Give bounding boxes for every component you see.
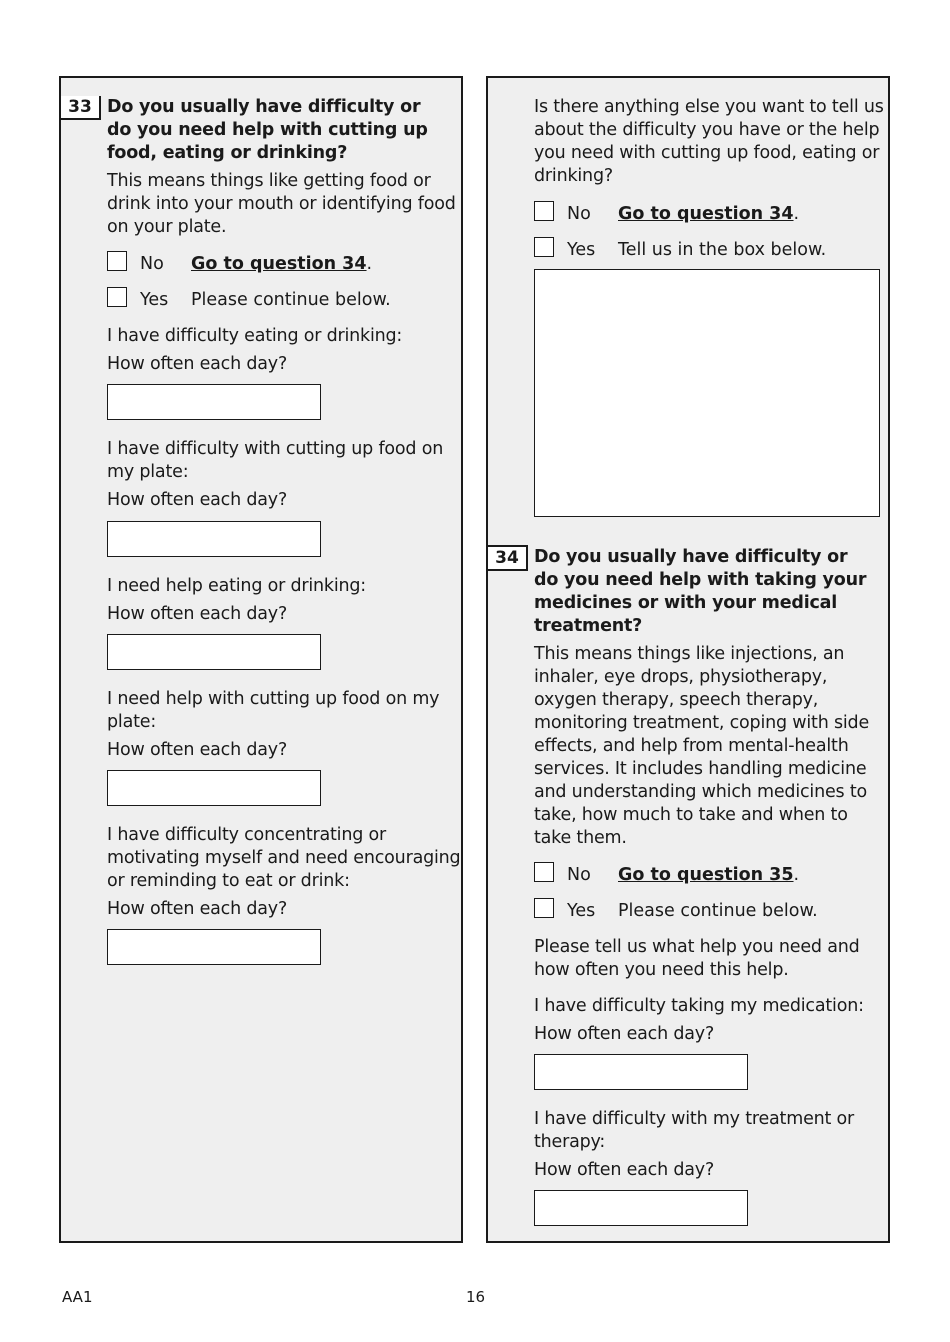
frequency-field[interactable] — [107, 521, 321, 557]
yes-note: Please continue below. — [191, 290, 391, 310]
extra-info-question: Is there anything else you want to tell us about the difficulty you have or the help you need with cutting up food, eating or drinking? — [534, 97, 884, 186]
question-34-panel — [486, 76, 890, 1243]
frequency-field[interactable] — [107, 770, 321, 806]
question-33-panel — [59, 76, 463, 1243]
go-to-question-link[interactable]: Go to question 35. — [618, 865, 800, 885]
help-intro: Please tell us what help you need and how often you need this help. — [534, 937, 860, 980]
how-often-prompt: How often each day? — [107, 354, 288, 374]
how-often-prompt: How often each day? — [534, 1160, 715, 1180]
statement-motivation: I have difficulty concentrating or motivating myself and need encouraging or reminding to eat or drink: — [107, 825, 461, 891]
yes-label: Yes — [567, 240, 596, 260]
go-to-question-link[interactable]: Go to question 34. — [618, 204, 800, 224]
no-label: No — [567, 204, 591, 224]
yes-checkbox[interactable] — [534, 898, 554, 918]
question-description: This means things like getting food or drink into your mouth or identifying food on your plate. — [107, 171, 456, 237]
frequency-field[interactable] — [534, 1054, 748, 1090]
form-code: AA1 — [62, 1288, 93, 1306]
statement-cutting-food: I have difficulty with cutting up food on my plate: — [107, 439, 444, 482]
how-often-prompt: How often each day? — [107, 899, 288, 919]
how-often-prompt: How often each day? — [107, 490, 288, 510]
yes-checkbox[interactable] — [534, 237, 554, 257]
statement-eating-drinking: I have difficulty eating or drinking: — [107, 326, 403, 346]
statement-treatment: I have difficulty with my treatment or therapy: — [534, 1109, 855, 1152]
frequency-field[interactable] — [107, 384, 321, 420]
statement-help-eating: I need help eating or drinking: — [107, 576, 367, 596]
no-checkbox[interactable] — [534, 201, 554, 221]
question-number: 34 — [488, 545, 528, 571]
statement-medication: I have difficulty taking my medication: — [534, 996, 864, 1016]
yes-label: Yes — [567, 901, 596, 921]
statement-help-cutting: I need help with cutting up food on my plate: — [107, 689, 440, 732]
no-label: No — [567, 865, 591, 885]
yes-note: Tell us in the box below. — [618, 240, 827, 260]
how-often-prompt: How often each day? — [534, 1024, 715, 1044]
question-title: Do you usually have difficulty or do you need help with cutting up food, eating or drinking? — [107, 97, 428, 163]
frequency-field[interactable] — [107, 929, 321, 965]
question-description: This means things like injections, an inhaler, eye drops, physiotherapy, oxygen therapy, speech therapy, monitoring treatment, coping with side effects, and help from mental-health services. It includes handling medicine and understanding which medicines to take, how much to take and when to take them. — [534, 644, 870, 848]
how-often-prompt: How often each day? — [107, 604, 288, 624]
no-checkbox[interactable] — [107, 251, 127, 271]
page-number: 16 — [466, 1288, 486, 1306]
extra-info-textarea[interactable] — [534, 269, 880, 517]
yes-checkbox[interactable] — [107, 287, 127, 307]
how-often-prompt: How often each day? — [107, 740, 288, 760]
no-checkbox[interactable] — [534, 862, 554, 882]
frequency-field[interactable] — [534, 1190, 748, 1226]
go-to-question-link[interactable]: Go to question 34. — [191, 254, 373, 274]
question-title: Do you usually have difficulty or do you need help with taking your medicines or with your medical treatment? — [534, 547, 867, 636]
no-label: No — [140, 254, 164, 274]
question-number: 33 — [61, 96, 101, 120]
yes-note: Please continue below. — [618, 901, 818, 921]
yes-label: Yes — [140, 290, 169, 310]
frequency-field[interactable] — [107, 634, 321, 670]
